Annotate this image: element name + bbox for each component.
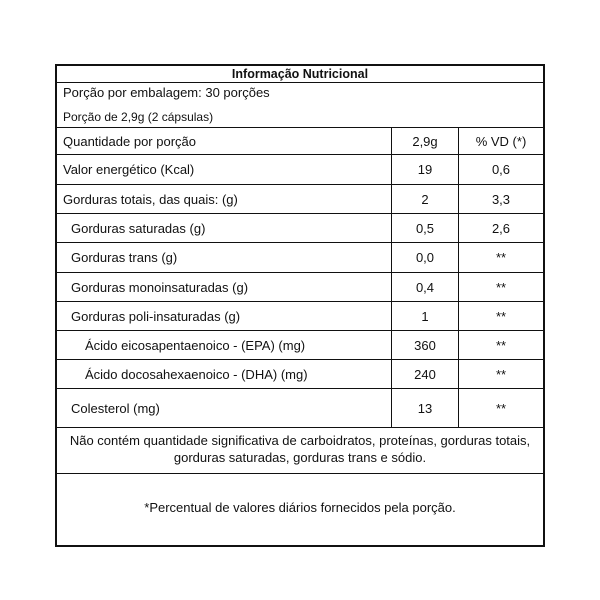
table-row	[57, 331, 543, 360]
serving-size: Porção de 2,9g (2 cápsulas)	[63, 110, 214, 124]
row-label: Gorduras poli-insaturadas (g)	[57, 302, 392, 330]
row-amount: 0,4	[392, 273, 459, 301]
table-row	[57, 389, 543, 428]
row-label: Ácido eicosapentaenoico - (EPA) (mg)	[57, 331, 392, 359]
header-label: Quantidade por porção	[57, 128, 392, 154]
row-amount: 360	[392, 331, 459, 359]
row-label: Gorduras monoinsaturadas (g)	[57, 273, 392, 301]
row-label: Ácido docosahexaenoico - (DHA) (mg)	[57, 360, 392, 388]
table-title: Informação Nutricional	[57, 66, 543, 83]
row-vd: **	[495, 366, 507, 382]
table-row	[57, 360, 543, 389]
table-row	[57, 243, 543, 273]
nutrition-facts-table	[55, 64, 545, 547]
table-row	[57, 302, 543, 331]
row-amount: 0,5	[392, 214, 459, 242]
row-amount: 1	[392, 302, 459, 330]
row-amount: 13	[392, 389, 459, 427]
table-note: Não contém quantidade significativa de carboidratos, proteínas, gorduras totais, gorduras saturadas, gorduras trans e sódio.	[57, 428, 543, 474]
row-label: Colesterol (mg)	[57, 389, 392, 427]
row-amount: 0,0	[392, 243, 459, 272]
header-vd: % VD (*)	[475, 133, 527, 149]
row-vd: 3,3	[491, 191, 511, 207]
table-row	[57, 214, 543, 243]
row-amount: 19	[392, 155, 459, 184]
table-row	[57, 273, 543, 302]
row-vd: 0,6	[491, 162, 511, 177]
row-amount: 240	[392, 360, 459, 388]
row-vd: **	[495, 250, 507, 265]
row-label: Valor energético (Kcal)	[57, 155, 392, 184]
servings-per-package: Porção por embalagem: 30 porções	[63, 85, 270, 100]
row-label: Gorduras totais, das quais: (g)	[57, 185, 392, 213]
table-footnote: *Percentual de valores diários fornecidos pela porção.	[144, 500, 456, 515]
table-row	[57, 155, 543, 185]
row-vd: 2,6	[491, 220, 511, 236]
row-label: Gorduras saturadas (g)	[57, 214, 392, 242]
row-label: Gorduras trans (g)	[57, 243, 392, 272]
row-vd: **	[495, 400, 507, 416]
table-header-row	[57, 128, 543, 155]
row-vd: **	[495, 279, 507, 295]
row-vd: **	[495, 337, 507, 353]
table-row	[57, 185, 543, 214]
row-vd: **	[495, 308, 507, 324]
serving-info	[57, 83, 543, 128]
header-amount: 2,9g	[392, 128, 459, 154]
row-amount: 2	[392, 185, 459, 213]
